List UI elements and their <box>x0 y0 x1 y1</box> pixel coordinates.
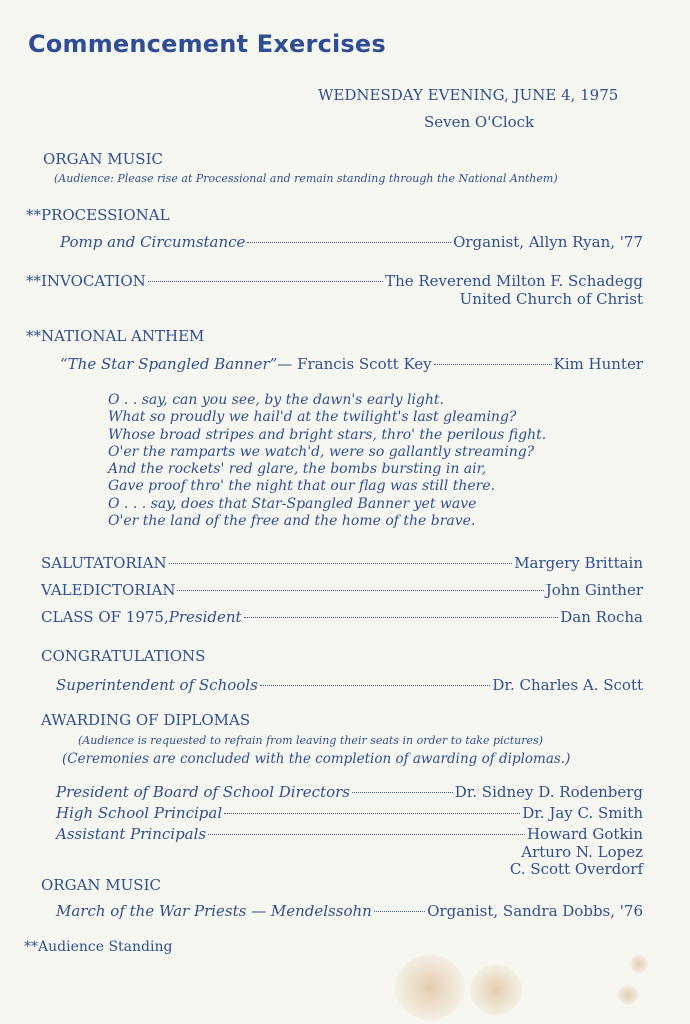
leader-dots <box>208 834 525 835</box>
lyric-line: What so proudly we hail'd at the twilight's last gleaming? <box>108 409 517 426</box>
footnote-audience-standing: **Audience Standing <box>24 939 173 955</box>
anthem-lyrics <box>108 392 546 530</box>
superintendent-role: Superintendent of Schools <box>56 676 258 694</box>
lyric-line: Whose broad stripes and bright stars, thro' the perilous fight. <box>108 426 547 443</box>
lyric-line: Gave proof thro' the night that our flag was still there. <box>108 478 496 495</box>
assistant-principals-role: Assistant Principals <box>56 825 207 843</box>
processional-performer: Organist, Allyn Ryan, '77 <box>453 233 643 251</box>
invocation-name: The Reverend Milton F. Schadegg <box>385 272 643 290</box>
page-title: Commencement Exercises <box>28 30 386 58</box>
leader-dots <box>352 792 453 793</box>
invocation-row <box>26 272 643 290</box>
paper-stain <box>395 955 465 1020</box>
event-time: Seven O'Clock <box>424 113 535 131</box>
class-president-title: President <box>168 608 242 626</box>
event-date: WEDNESDAY EVENING, JUNE 4, 1975 <box>318 86 619 104</box>
paper-stain <box>630 955 648 973</box>
lyric-line: And the rockets' red glare, the bombs bursting in air, <box>108 461 487 478</box>
leader-dots <box>434 364 552 365</box>
salutatorian-name: Margery Brittain <box>514 554 643 572</box>
lyric-line: O . . say, can you see, by the dawn's early light. <box>108 392 444 408</box>
lyric-line: O . . . say, does that Star-Spangled Banner yet wave <box>108 495 477 512</box>
organ-music-heading: ORGAN MUSIC <box>43 150 163 168</box>
class-president-name: Dan Rocha <box>560 608 643 626</box>
principal-name: Dr. Jay C. Smith <box>522 804 643 822</box>
organ-music-heading-2: ORGAN MUSIC <box>41 876 161 894</box>
leader-dots <box>177 590 543 591</box>
anthem-heading: **NATIONAL ANTHEM <box>26 327 205 345</box>
board-president-row <box>56 783 643 801</box>
superintendent-name: Dr. Charles A. Scott <box>492 676 643 694</box>
diplomas-heading: AWARDING OF DIPLOMAS <box>41 711 251 729</box>
anthem-composer: — Francis Scott Key <box>277 355 432 373</box>
class-president-label: CLASS OF 1975, <box>41 608 169 626</box>
leader-dots <box>224 813 520 814</box>
congratulations-row <box>56 676 643 694</box>
processional-heading: **PROCESSIONAL <box>26 206 170 224</box>
valedictorian-label: VALEDICTORIAN <box>41 581 176 599</box>
diplomas-note-pictures: (Audience is requested to refrain from leaving their seats in order to take pictures) <box>78 734 543 747</box>
assistant-principal-name: Arturo N. Lopez <box>521 843 643 861</box>
processional-row <box>60 233 643 251</box>
anthem-performer: Kim Hunter <box>553 355 643 373</box>
leader-dots <box>260 685 491 686</box>
recessional-performer: Organist, Sandra Dobbs, '76 <box>427 902 643 920</box>
invocation-heading: **INVOCATION <box>26 272 146 290</box>
assistant-principal-name: Howard Gotkin <box>526 825 643 843</box>
paper-stain <box>618 985 638 1005</box>
leader-dots <box>169 563 513 564</box>
diplomas-note-conclusion: (Ceremonies are concluded with the completion of awarding of diplomas.) <box>62 751 571 767</box>
organ-music-note: (Audience: Please rise at Processional and remain standing through the National Anthem) <box>54 172 558 185</box>
leader-dots <box>374 911 425 912</box>
class-president-row <box>41 608 643 626</box>
leader-dots <box>247 242 451 243</box>
recessional-piece: March of the War Priests — Mendelssohn <box>56 902 372 920</box>
assistant-principals-row <box>56 825 643 843</box>
principal-role: High School Principal <box>56 804 223 822</box>
salutatorian-label: SALUTATORIAN <box>41 554 167 572</box>
principal-row <box>56 804 643 822</box>
congratulations-heading: CONGRATULATIONS <box>41 647 206 665</box>
paper-stain <box>470 965 522 1015</box>
valedictorian-name: John Ginther <box>545 581 643 599</box>
anthem-row <box>60 355 643 373</box>
assistant-principal-name: C. Scott Overdorf <box>509 860 643 878</box>
board-president-name: Dr. Sidney D. Rodenberg <box>454 783 643 801</box>
leader-dots <box>148 281 383 282</box>
recessional-row <box>56 902 643 920</box>
invocation-affiliation: United Church of Christ <box>459 290 643 308</box>
board-president-role: President of Board of School Directors <box>56 783 350 801</box>
processional-piece: Pomp and Circumstance <box>60 233 246 251</box>
salutatorian-row <box>41 554 643 572</box>
valedictorian-row <box>41 581 643 599</box>
lyric-line: O'er the land of the free and the home of the brave. <box>108 513 476 530</box>
leader-dots <box>244 617 559 618</box>
lyric-line: O'er the ramparts we watch'd, were so gallantly streaming? <box>108 443 535 460</box>
anthem-song: “The Star Spangled Banner” <box>60 355 278 373</box>
